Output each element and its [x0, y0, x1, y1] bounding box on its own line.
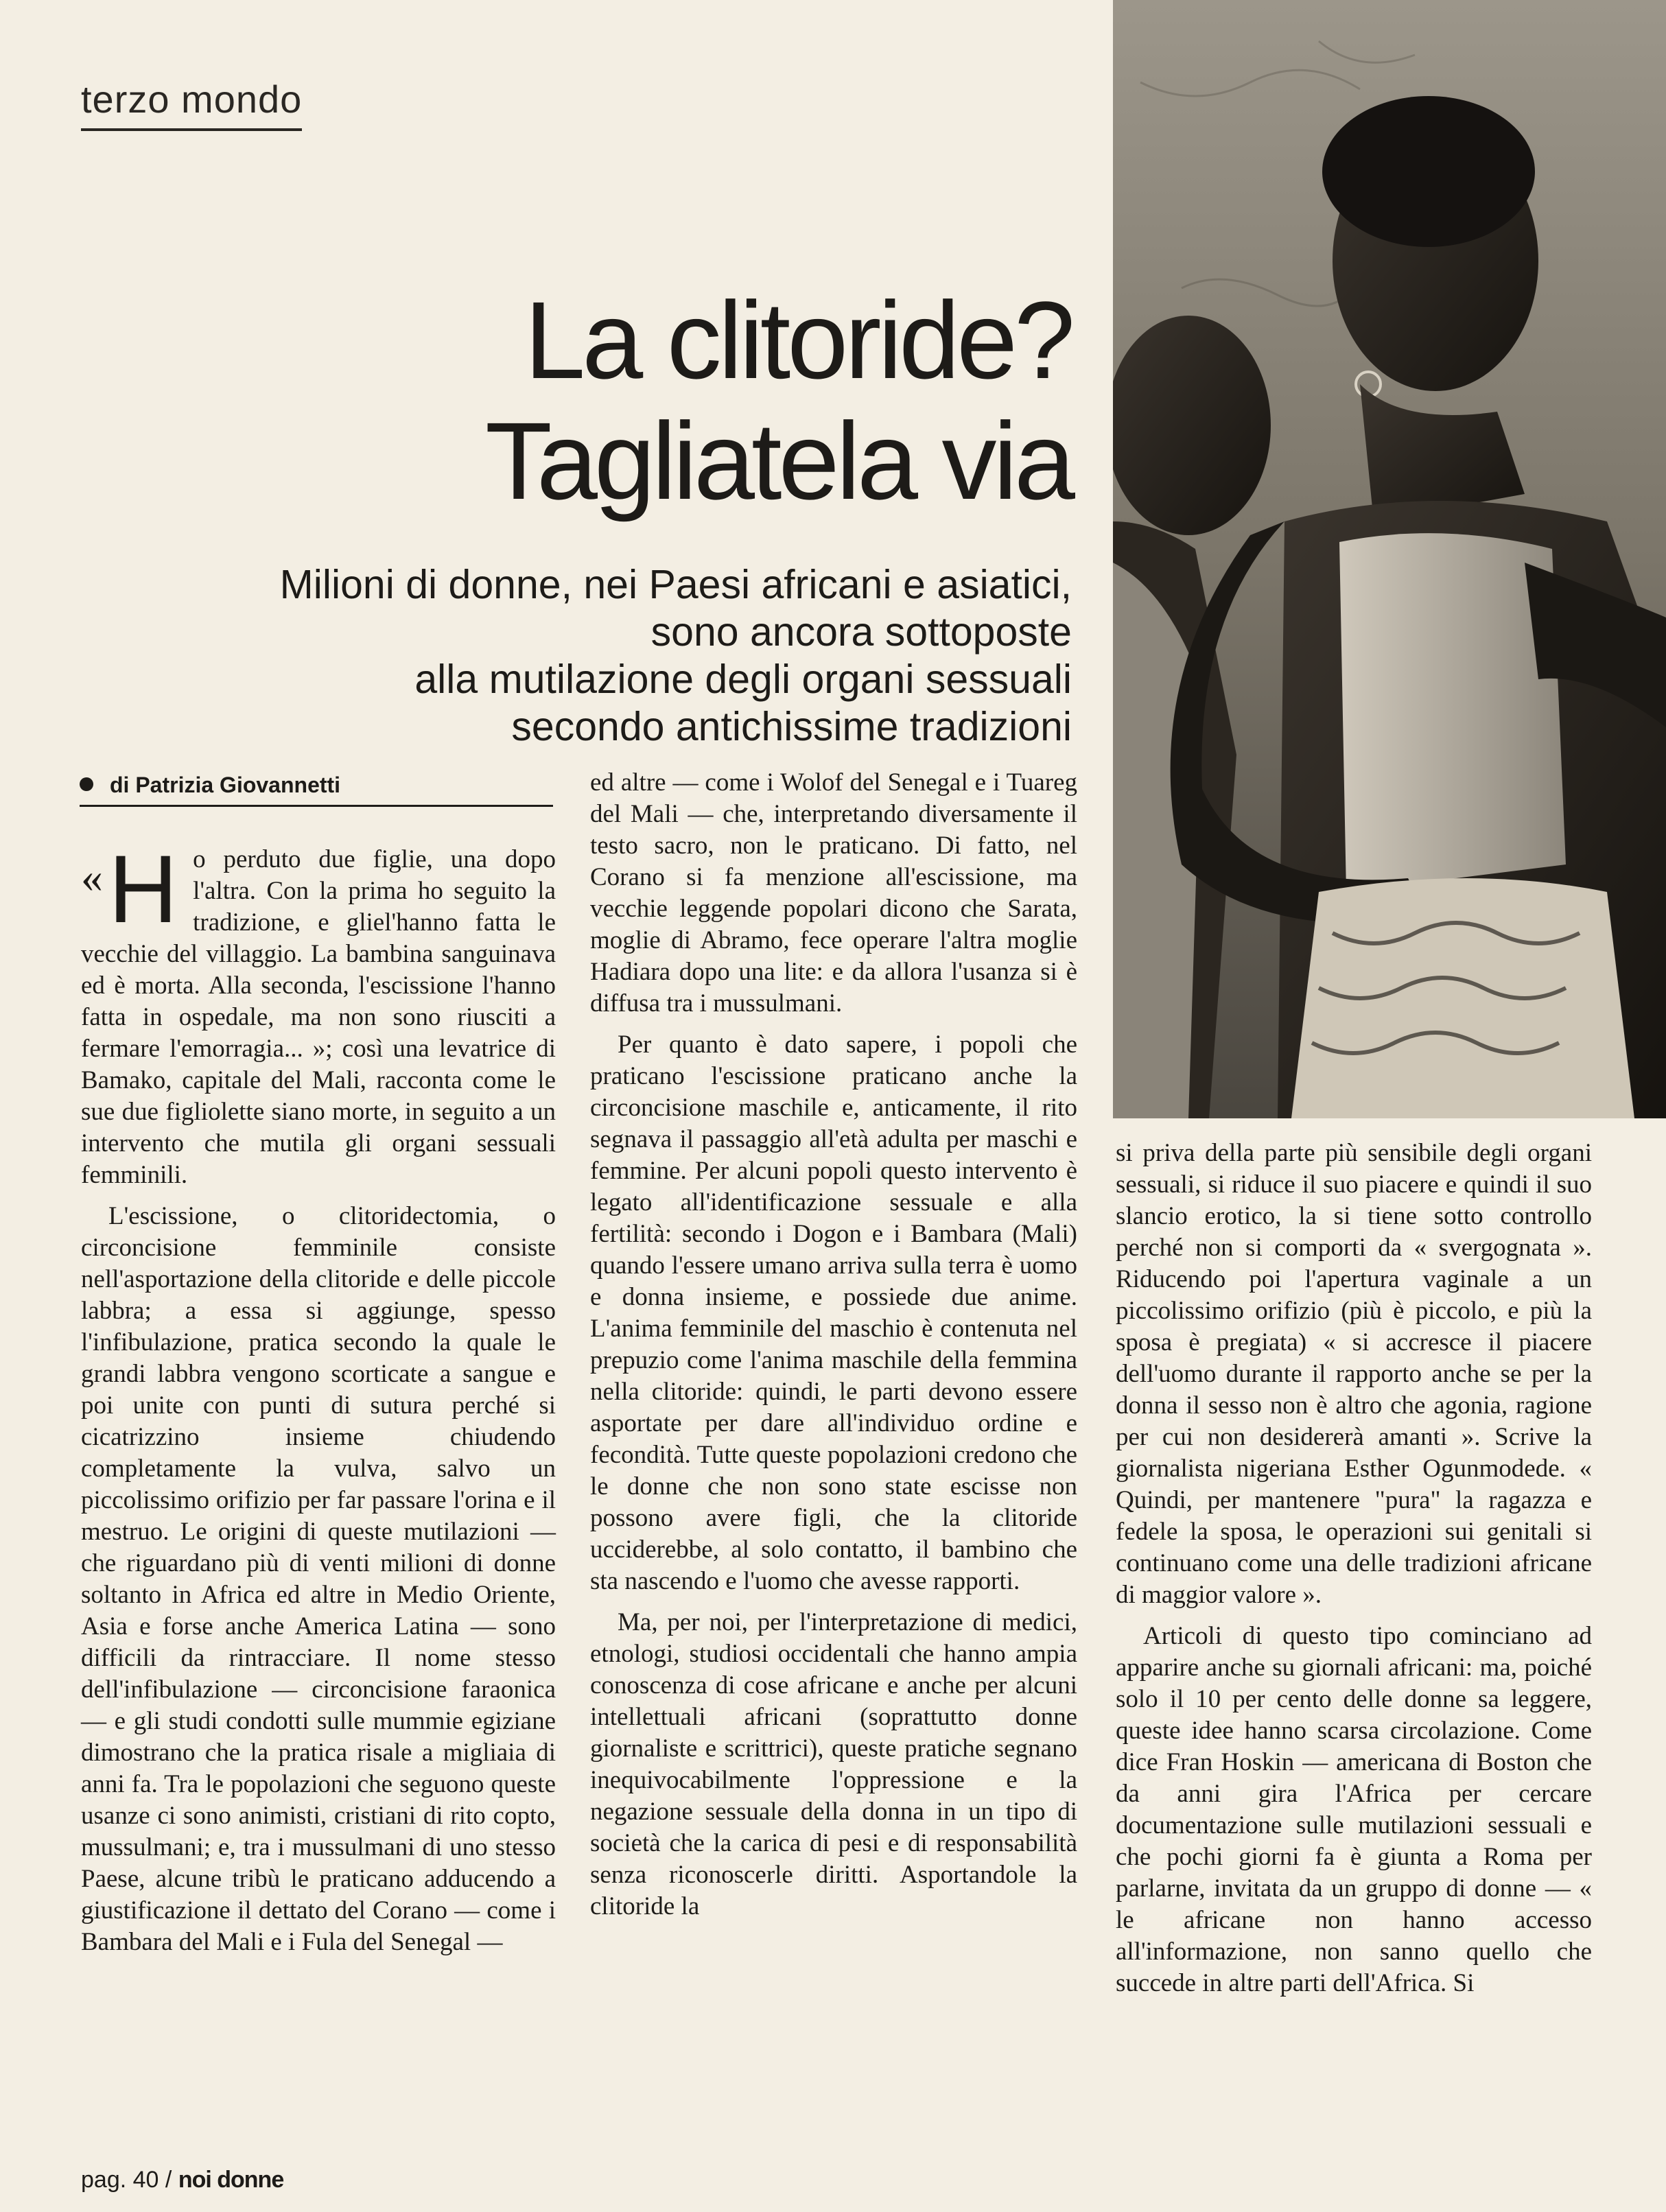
magazine-name: noi donne	[178, 2167, 284, 2193]
byline	[80, 773, 553, 807]
article-column-1	[81, 835, 556, 1968]
article-paragraph	[81, 835, 556, 1191]
byline-text: di Patrizia Giovannetti	[110, 773, 341, 797]
headline	[485, 280, 1072, 521]
headline-line-2: Tagliatela via	[485, 399, 1072, 522]
article-paragraph: Per quanto è dato sapere, i popoli che praticano l'escissione praticano anche la circoncisione maschile e, anticamente, il rito segnava il passaggio all'età adulta per maschi e femmine. Per alcuni popoli questo intervento è legato all'identificazione sessuale e alla fertilità: secondo i Dogon e i Bambara (Mali) quando l'essere umano arriva sulla terra è uomo e donna insieme, e possiede due anime. L'anima femminile del maschio è contenuta nel prepuzio come l'anima maschile della femmina nella clitoride: quindi, le parti devono essere asportate per dare all'individuo ordine e fecondità. Tutte queste popolazioni credono che le donne che non sono state escisse non possono avere figli, che la clitoride ucciderebbe, al solo contatto, il bambino che sta nascendo e l'uomo che avesse rapporti.	[590, 1031, 1077, 1595]
article-photo	[1113, 0, 1666, 1118]
subheadline-line: secondo antichissime tradizioni	[511, 704, 1072, 749]
drop-quote-mark: «	[81, 853, 103, 902]
page-footer	[81, 2167, 283, 2193]
subheadline-line: sono ancora sottoposte	[650, 609, 1072, 655]
paragraph-text: o perduto due figlie, una dopo l'altra. Con la prima ho seguito la tradizione, e gliel'hanno fatta le vecchie del villaggio. La bambina sanguinava ed è morta. Alla seconda, l'escissione l'hanno fatta in ospedale, ma non sono riusciti a fermare l'emorragia... »; così una levatrice di Bamako, capitale del Mali, racconta come le sue due figliolette siano morte, in seguito a un intervento che mutila gli organi sessuali femminili.	[81, 845, 556, 1189]
bullet-icon	[80, 777, 93, 791]
headline-line-1: La clitoride?	[524, 279, 1072, 401]
section-label: terzo mondo	[81, 77, 302, 131]
subheadline-line: Milioni di donne, nei Paesi africani e asiatici,	[279, 562, 1072, 607]
article-column-2	[590, 767, 1077, 1932]
subheadline	[280, 561, 1072, 751]
drop-cap: H	[108, 835, 178, 943]
footer-separator: /	[165, 2167, 172, 2193]
article-column-3	[1116, 1138, 1592, 2009]
article-paragraph: Ma, per noi, per l'interpretazione di medici, etnologi, studiosi occidentali che hanno ampia conoscenza di cose africane e anche per alcuni intellettuali africani (soprattutto donne giornaliste e scrittrici), queste pratiche segnano inequivocabilmente l'oppressione e la negazione sessuale della donna in un tipo di società che la carica di pesi e di responsabilità senza riconoscerle diritti. Asportandole la clitoride la	[590, 1608, 1077, 1920]
article-paragraph: ed altre — come i Wolof del Senegal e i Tuareg del Mali — che, interpretando diversamente il testo sacro, non le praticano. Di fatto, nel Corano si fa menzione all'escissione, ma vecchie leggende popolari dicono che Sarata, moglie di Abramo, fece operare l'altra moglie Hadiara dopo una lite: e da allora l'usanza si è diffusa tra i mussulmani.	[590, 768, 1077, 1017]
subheadline-line: alla mutilazione degli organi sessuali	[414, 657, 1072, 702]
page-number: pag. 40	[81, 2167, 159, 2193]
article-paragraph: si priva della parte più sensibile degli organi sessuali, si riduce il suo piacere e quindi il suo slancio erotico, la si tiene sotto controllo perché non si comporti da « svergognata ». Riducendo poi l'apertura vaginale a un piccolissimo orifizio (più è piccolo, e più la sposa è pregiata) « si accresce il piacere dell'uomo durante il rapporto anche se per la donna il sesso non è altro che agonia, ragione per cui non desidererà amanti ». Scrive la giornalista nigeriana Esther Ogunmodede. « Quindi, per mantenere "pura" la ragazza e fedele la sposa, le operazioni sui genitali si continuano come una delle tradizioni africane di maggior valore ».	[1116, 1139, 1592, 1609]
article-paragraph: L'escissione, o clitoridectomia, o circoncisione femminile consiste nell'asportazione della clitoride e delle piccole labbra; a essa si aggiunge, spesso l'infibulazione, pratica secondo la quale le grandi labbra vengono scorticate a sangue e poi unite con punti di sutura perché si cicatrizzino insieme chiudendo completamente la vulva, salvo un piccolissimo orifizio per far passare l'orina e il mestruo. Le origini di queste mutilazioni — che riguardano più di venti milioni di donne soltanto in Africa ed altre in Medio Oriente, Asia e forse anche America Latina — sono difficili da rintracciare. Il nome stesso dell'infibulazione — circoncisione faraonica — e gli studi condotti sulle mummie egiziane dimostrano che la pratica risale a migliaia di anni fa. Tra le popolazioni che seguono queste usanze ci sono animisti, cristiani di rito copto, mussulmani; e, tra i mussulmani di uno stesso Paese, alcune tribù le praticano adducendo a giustificazione il dettato del Corano — come i Bambara del Mali e i Fula del Senegal —	[81, 1202, 556, 1956]
photo-illustration	[1113, 0, 1666, 1118]
article-paragraph: Articoli di questo tipo cominciano ad apparire anche su giornali africani: ma, poiché solo il 10 per cento delle donne sa leggere, queste idee hanno scarsa circolazione. Come dice Fran Hoskin — americana di Boston che da anni gira l'Africa per cercare documentazione sulle mutilazioni sessuali e che pochi giorni fa è giunta a Roma per parlarne, invitata da un gruppo di donne — « le africane non hanno accesso all'informazione, non sanno quello che succede in altre parti dell'Africa. Si	[1116, 1622, 1592, 1997]
